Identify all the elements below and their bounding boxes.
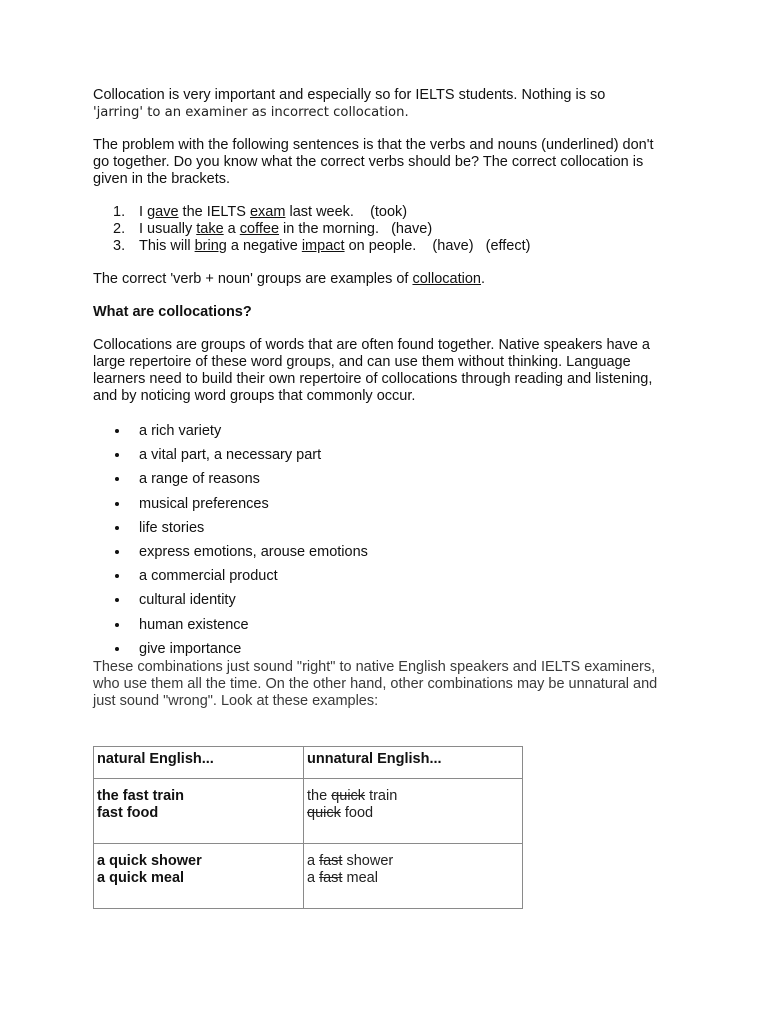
header-natural: natural English... bbox=[94, 747, 304, 779]
list-item: a rich variety bbox=[93, 423, 693, 447]
collocation-table bbox=[93, 746, 523, 909]
table-row bbox=[94, 844, 523, 909]
bullet-icon bbox=[115, 477, 119, 481]
example-item: 2. I usually take a coffee in the morning. (have) bbox=[113, 221, 433, 237]
intro-line-2: 'jarring' to an examiner as incorrect collocation. bbox=[93, 105, 409, 120]
list-item: musical preferences bbox=[93, 496, 693, 520]
natural-cell: the fast train fast food bbox=[94, 779, 304, 844]
list-item: a range of reasons bbox=[93, 471, 693, 495]
bullet-icon bbox=[115, 502, 119, 506]
bullet-icon bbox=[115, 526, 119, 530]
header-unnatural: unnatural English... bbox=[304, 747, 523, 779]
collocation-list bbox=[93, 423, 693, 659]
problem-paragraph: The problem with the following sentences is that the verbs and nouns (underlined) don't go together. Do you know what the correct verbs should be? The correct collocation is given in the brackets. bbox=[93, 137, 654, 187]
table-row bbox=[94, 779, 523, 844]
example-item: 1. I gave the IELTS exam last week. (took) bbox=[113, 204, 408, 220]
bullet-icon bbox=[115, 647, 119, 651]
bullet-icon bbox=[115, 574, 119, 578]
definition-paragraph: Collocations are groups of words that are often found together. Native speakers have a large repertoire of these word groups, and can use them without thinking. Language learners need to build their own repertoire of collocations through reading and listening, and by noticing word groups that commonly occur. bbox=[93, 337, 653, 404]
list-item: a commercial product bbox=[93, 568, 693, 592]
example-item: 3. This will bring a negative impact on people. (have) (effect) bbox=[113, 238, 531, 254]
table-header-row bbox=[94, 747, 523, 779]
list-item: a vital part, a necessary part bbox=[93, 447, 693, 471]
list-item: life stories bbox=[93, 520, 693, 544]
example-sentences bbox=[93, 204, 693, 255]
correct-groups-line: The correct 'verb + noun' groups are examples of collocation. bbox=[93, 271, 486, 287]
natural-cell: a quick shower a quick meal bbox=[94, 844, 304, 909]
list-item: human existence bbox=[93, 617, 693, 641]
intro-line-1: Collocation is very important and especially so for IELTS students. Nothing is so bbox=[93, 87, 606, 103]
bullet-icon bbox=[115, 453, 119, 457]
section-heading: What are collocations? bbox=[93, 304, 252, 320]
combinations-paragraph: These combinations just sound "right" to native English speakers and IELTS examiners, who use them all the time. On the other hand, other combinations may be unnatural and just sound "wrong". Look at these examples: bbox=[93, 658, 658, 709]
bullet-icon bbox=[115, 598, 119, 602]
unnatural-cell: the quick train quick food bbox=[304, 779, 523, 844]
unnatural-cell: a fast shower a fast meal bbox=[304, 844, 523, 909]
list-item: cultural identity bbox=[93, 592, 693, 616]
bullet-icon bbox=[115, 429, 119, 433]
list-item: express emotions, arouse emotions bbox=[93, 544, 693, 568]
document-body bbox=[93, 87, 693, 710]
bullet-icon bbox=[115, 623, 119, 627]
collocation-link[interactable]: collocation bbox=[412, 271, 481, 287]
bullet-icon bbox=[115, 550, 119, 554]
list-item: give importance bbox=[93, 641, 693, 659]
